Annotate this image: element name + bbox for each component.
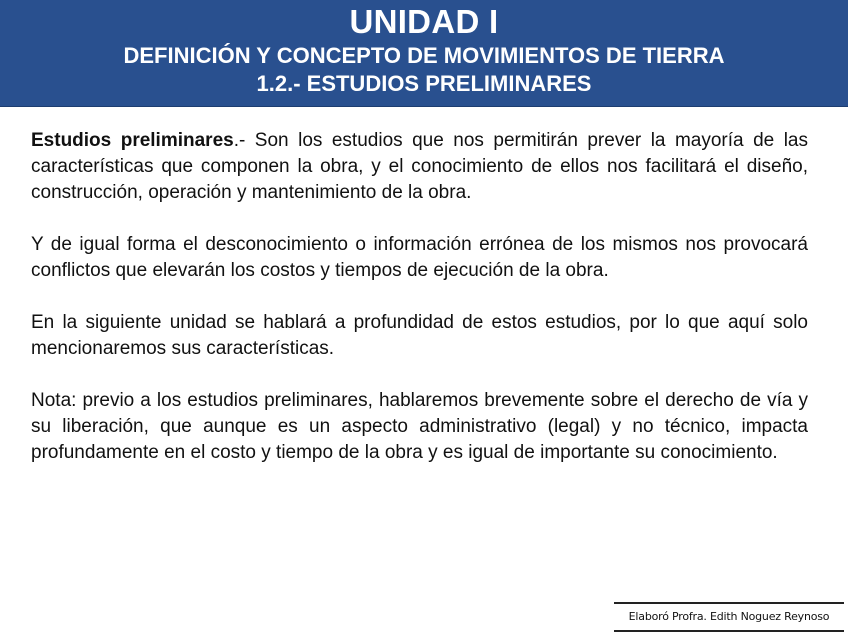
paragraph-note: Nota: previo a los estudios preliminares, hablaremos brevemente sobre el derecho de vía y su liberación, que aunque es un aspecto administrativo (legal) y no técnico, impacta profundamente en el costo y tiempo de la obra y es igual de importante su conocimiento.	[31, 390, 808, 463]
footer-divider-bottom	[614, 630, 844, 632]
footer-credit	[614, 602, 844, 632]
slide-body	[31, 128, 808, 492]
section-title: 1.2.- ESTUDIOS PRELIMINARES	[256, 71, 592, 96]
unit-subtitle: DEFINICIÓN Y CONCEPTO DE MOVIMIENTOS DE TIERRA	[123, 43, 725, 68]
footer-divider-top	[614, 602, 844, 604]
paragraph-consequences: Y de igual forma el desconocimiento o información errónea de los mismos nos provocará conflictos que elevarán los costos y tiempos de ejecución de la obra.	[31, 234, 808, 281]
unit-title: UNIDAD I	[349, 3, 499, 40]
paragraph-definition	[31, 128, 808, 206]
term-heading: Estudios preliminares	[31, 130, 234, 151]
paragraph-next-unit: En la siguiente unidad se hablará a profundidad de estos estudios, por lo que aquí solo mencionaremos sus características.	[31, 312, 808, 359]
definition-text: .- Son los estudios que nos permitirán prever la mayoría de las características que componen la obra, y el conocimiento de ellos nos facilitará el diseño, construcción, operación y mantenimiento de la obra.	[31, 130, 808, 203]
header-banner	[0, 0, 848, 107]
author-credit: Elaboró Profra. Edith Noguez Reynoso	[628, 610, 830, 623]
